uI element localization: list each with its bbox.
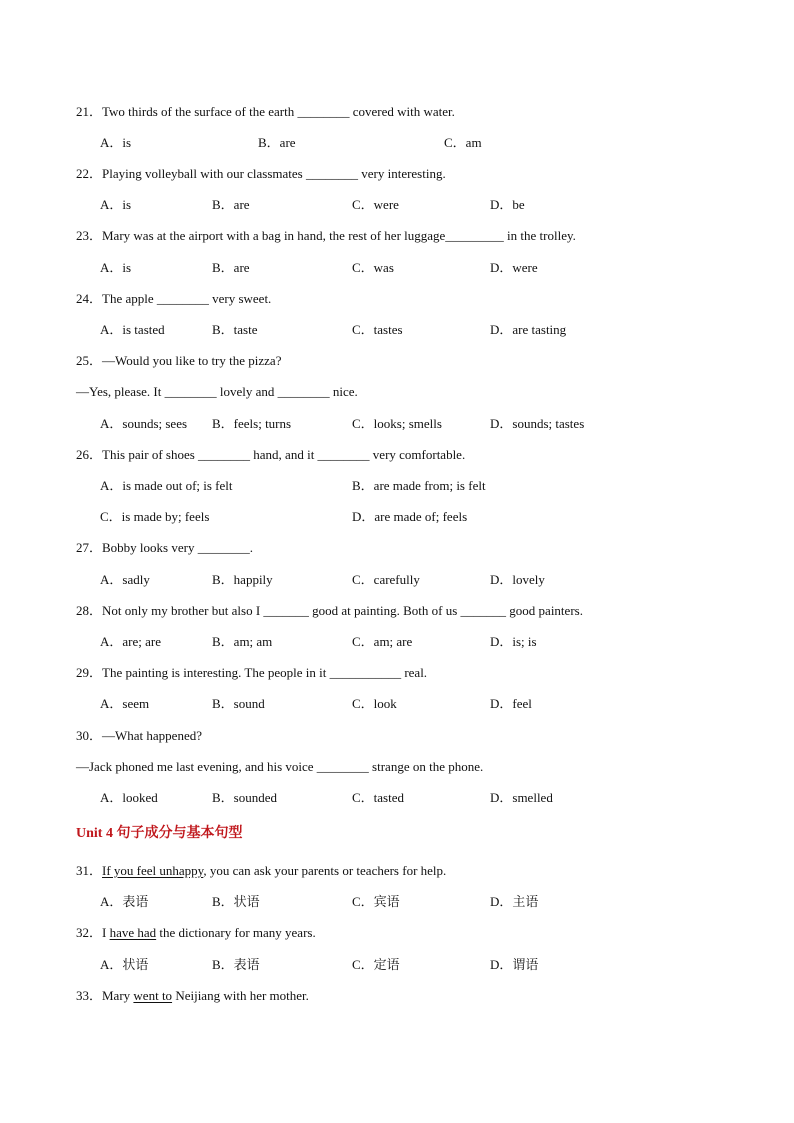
option-b[interactable]: B．sounded: [212, 790, 278, 805]
option-b[interactable]: B．sound: [212, 696, 265, 711]
options-28: [0, 633, 794, 651]
question-stem: 30．—What happened?: [76, 728, 202, 743]
option-b[interactable]: B．状语: [212, 894, 260, 909]
question-stem: [76, 987, 309, 1005]
underlined-phrase: went to: [133, 988, 173, 1003]
options-25: [0, 415, 794, 433]
question-30: [0, 727, 794, 745]
option-b[interactable]: B．am; am: [212, 634, 273, 649]
options-23: [0, 259, 794, 277]
option-c[interactable]: C．tastes: [352, 322, 403, 337]
question-stem: 22．Playing volleyball with our classmates ________ very interesting.: [76, 166, 446, 181]
option-c[interactable]: C．carefully: [352, 572, 420, 587]
option-c[interactable]: C．定语: [352, 957, 400, 972]
options-31: [0, 893, 794, 911]
option-d[interactable]: D．lovely: [490, 572, 545, 587]
options-26-row2: [0, 508, 794, 526]
option-d[interactable]: D．主语: [490, 894, 539, 909]
option-d[interactable]: D．sounds; tastes: [490, 416, 585, 431]
question-26: [0, 446, 794, 464]
question-prefix: 33．Mary: [76, 988, 134, 1003]
option-c[interactable]: C．is made by; feels: [100, 509, 210, 524]
question-27: [0, 539, 794, 557]
option-b[interactable]: B．happily: [212, 572, 273, 587]
option-a[interactable]: A．is: [100, 197, 132, 212]
question-stem: 23．Mary was at the airport with a bag in hand, the rest of her luggage_________ in the trolley.: [76, 228, 576, 243]
option-c[interactable]: C．look: [352, 696, 397, 711]
question-32: [0, 924, 794, 942]
option-a[interactable]: A．are; are: [100, 634, 161, 649]
question-rest: the dictionary for many years.: [156, 925, 316, 940]
option-d[interactable]: D．be: [490, 197, 525, 212]
question-33: [0, 987, 794, 1005]
question-stem: 24．The apple ________ very sweet.: [76, 291, 272, 306]
option-b[interactable]: B．feels; turns: [212, 416, 292, 431]
option-a[interactable]: A．is tasted: [100, 322, 165, 337]
question-21: [0, 103, 794, 121]
option-d[interactable]: D．are made of; feels: [352, 509, 468, 524]
option-c[interactable]: C．were: [352, 197, 399, 212]
options-24: [0, 321, 794, 339]
section-heading: Unit 4 句子成分与基本句型: [76, 826, 243, 841]
question-24: [0, 290, 794, 308]
option-d[interactable]: D．smelled: [490, 790, 553, 805]
option-b[interactable]: B．taste: [212, 322, 258, 337]
options-26-row1: [0, 477, 794, 495]
options-27: [0, 571, 794, 589]
question-29: [0, 664, 794, 682]
options-22: [0, 196, 794, 214]
question-stem: 25．—Would you like to try the pizza?: [76, 353, 282, 368]
question-rest: Neijiang with her mother.: [172, 988, 309, 1003]
options-29: [0, 695, 794, 713]
option-d[interactable]: D．feel: [490, 696, 532, 711]
option-c[interactable]: C．am: [444, 135, 482, 150]
section-heading-row: [0, 825, 794, 843]
question-25: [0, 352, 794, 370]
underlined-phrase: have had: [109, 925, 157, 940]
question-30-reply: [0, 758, 794, 776]
question-stem: 29．The painting is interesting. The people in it ___________ real.: [76, 665, 428, 680]
option-a[interactable]: A．sadly: [100, 572, 150, 587]
question-stem: 28．Not only my brother but also I _______ good at painting. Both of us _______ good painters.: [76, 603, 583, 618]
option-c[interactable]: C．tasted: [352, 790, 404, 805]
option-a[interactable]: A．is: [100, 135, 132, 150]
question-31: [0, 862, 794, 880]
option-a[interactable]: A．状语: [100, 957, 149, 972]
option-a[interactable]: A．表语: [100, 894, 149, 909]
option-a[interactable]: A．sounds; sees: [100, 416, 188, 431]
options-30: [0, 789, 794, 807]
options-21: [0, 134, 794, 152]
question-stem: 26．This pair of shoes ________ hand, and it ________ very comfortable.: [76, 447, 466, 462]
option-a[interactable]: A．seem: [100, 696, 150, 711]
question-stem: [76, 924, 316, 942]
question-stem: 27．Bobby looks very ________.: [76, 540, 253, 555]
option-c[interactable]: C．looks; smells: [352, 416, 442, 431]
question-rest: , you can ask your parents or teachers for help.: [203, 863, 447, 878]
option-a[interactable]: A．is made out of; is felt: [100, 478, 233, 493]
question-22: [0, 165, 794, 183]
option-a[interactable]: A．looked: [100, 790, 158, 805]
option-a[interactable]: A．is: [100, 260, 132, 275]
question-number: 31．: [76, 863, 103, 878]
option-d[interactable]: D．were: [490, 260, 538, 275]
question-28: [0, 602, 794, 620]
option-d[interactable]: D．is; is: [490, 634, 537, 649]
option-b[interactable]: B．are made from; is felt: [352, 478, 486, 493]
option-d[interactable]: D．are tasting: [490, 322, 567, 337]
option-c[interactable]: C．宾语: [352, 894, 400, 909]
option-c[interactable]: C．am; are: [352, 634, 413, 649]
underlined-phrase: If you feel unhappy: [102, 863, 204, 878]
options-32: [0, 956, 794, 974]
option-b[interactable]: B．are: [212, 260, 250, 275]
option-b[interactable]: B．are: [258, 135, 296, 150]
option-c[interactable]: C．was: [352, 260, 394, 275]
question-stem: [76, 862, 446, 880]
option-b[interactable]: B．are: [212, 197, 250, 212]
question-25-reply: [0, 383, 794, 401]
option-b[interactable]: B．表语: [212, 957, 260, 972]
question-stem-reply: —Jack phoned me last evening, and his voice ________ strange on the phone.: [76, 759, 484, 774]
option-d[interactable]: D．谓语: [490, 957, 539, 972]
question-stem-reply: —Yes, please. It ________ lovely and ________ nice.: [76, 384, 358, 399]
question-prefix: 32．I: [76, 925, 110, 940]
question-23: [0, 227, 794, 245]
question-stem: 21．Two thirds of the surface of the earth ________ covered with water.: [76, 104, 455, 119]
